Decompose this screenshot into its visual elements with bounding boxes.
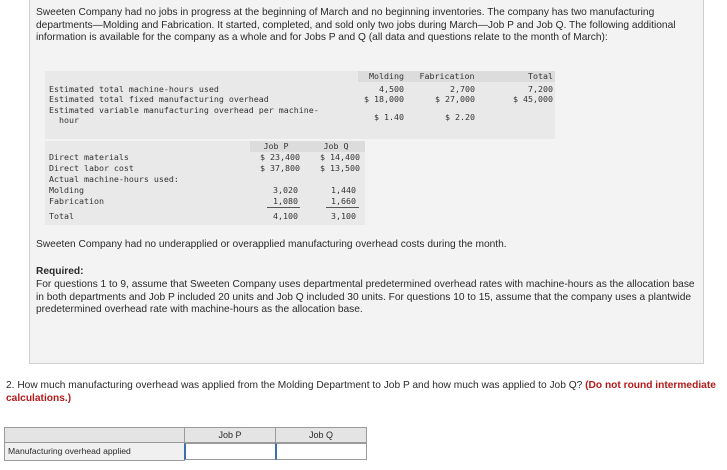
- fabrication-machine-hours: 2,700: [450, 84, 475, 94]
- job-p-fabrication-hours: 1,080: [273, 196, 298, 206]
- row-label-direct-materials: Direct materials: [49, 152, 129, 162]
- total-machine-hours: 7,200: [528, 84, 553, 94]
- col-header-job-p: Job P: [263, 141, 289, 151]
- row-label-actual-machine-hours: Actual machine-hours used:: [49, 174, 179, 184]
- question-prompt: 2. How much manufacturing overhead was applied from the Molding Department to Job P and how much was applied to Job Q?: [6, 380, 583, 391]
- col-header-job-q: Job Q: [323, 141, 349, 151]
- job-q-direct-materials: $ 14,400: [320, 152, 360, 162]
- job-p-subtotal-rule: [267, 207, 300, 208]
- intro-text: Sweeten Company had no jobs in progress at the beginning of March and no beginning inventories. The company has two manufacturing departments—Molding and Fabrication. It started, completed, and sold only two jobs during March—Job P and Job Q. The following additional information is available for the company as a whole and for Jobs P and Q (all data and questions relate to the month of March):: [36, 7, 676, 44]
- job-p-direct-materials: $ 23,400: [260, 152, 300, 162]
- col-header-fabrication: Fabrication: [419, 71, 475, 81]
- total-fixed-overhead: $ 45,000: [513, 94, 553, 104]
- molding-fixed-overhead: $ 18,000: [364, 94, 404, 104]
- col-header-total: Total: [528, 71, 553, 81]
- row-label-variable-overhead-cont: hour: [59, 115, 79, 125]
- row-label-direct-labor: Direct labor cost: [49, 163, 134, 173]
- answer-header-job-q: Job Q: [275, 427, 367, 443]
- overhead-note: Sweeten Company had no underapplied or overapplied manufacturing overhead costs during the month.: [36, 239, 507, 250]
- jobs-table: [45, 141, 365, 225]
- required-text: For questions 1 to 9, assume that Sweeten Company uses departmental predetermined overhead rates with machine-hours as the allocation base in both departments and Job P included 20 units and Job Q included 30 units. For questions 10 to 15, assume that the company uses a plantwide predetermined overhead rate with machine-hours as the allocation base.: [36, 279, 695, 316]
- fabrication-variable-rate: $ 2.20: [445, 112, 475, 122]
- answer-header-job-p: Job P: [184, 427, 276, 443]
- molding-variable-rate: $ 1.40: [374, 112, 404, 122]
- job-p-overhead-applied-input[interactable]: [184, 443, 276, 460]
- row-label-machine-hours: Estimated total machine-hours used: [49, 84, 219, 94]
- answer-row-label: Manufacturing overhead applied: [4, 442, 185, 461]
- answer-table: [4, 427, 364, 462]
- job-p-molding-hours: 3,020: [273, 185, 298, 195]
- fabrication-fixed-overhead: $ 27,000: [435, 94, 475, 104]
- job-q-total-hours: 3,100: [331, 211, 356, 221]
- row-label-fabrication: Fabrication: [49, 196, 104, 206]
- answer-corner-cell: [4, 427, 185, 443]
- row-label-total: Total: [49, 211, 74, 221]
- job-q-subtotal-rule: [326, 207, 359, 208]
- rounding-instruction: (Do not round intermediate calculations.): [6, 380, 716, 404]
- row-label-molding: Molding: [49, 185, 84, 195]
- job-q-direct-labor: $ 13,500: [320, 163, 360, 173]
- estimates-table: [45, 71, 555, 139]
- row-label-fixed-overhead: Estimated total fixed manufacturing overhead: [49, 94, 269, 104]
- row-label-variable-overhead: Estimated variable manufacturing overhead per machine-: [49, 105, 319, 115]
- job-p-total-hours: 4,100: [273, 211, 298, 221]
- job-q-fabrication-hours: 1,660: [331, 196, 356, 206]
- molding-machine-hours: 4,500: [379, 84, 404, 94]
- col-header-molding: Molding: [369, 71, 404, 81]
- job-q-molding-hours: 1,440: [331, 185, 356, 195]
- job-p-direct-labor: $ 37,800: [260, 163, 300, 173]
- job-q-overhead-applied-input[interactable]: [275, 443, 367, 460]
- required-title: Required:: [36, 266, 84, 277]
- question-text: [6, 380, 721, 405]
